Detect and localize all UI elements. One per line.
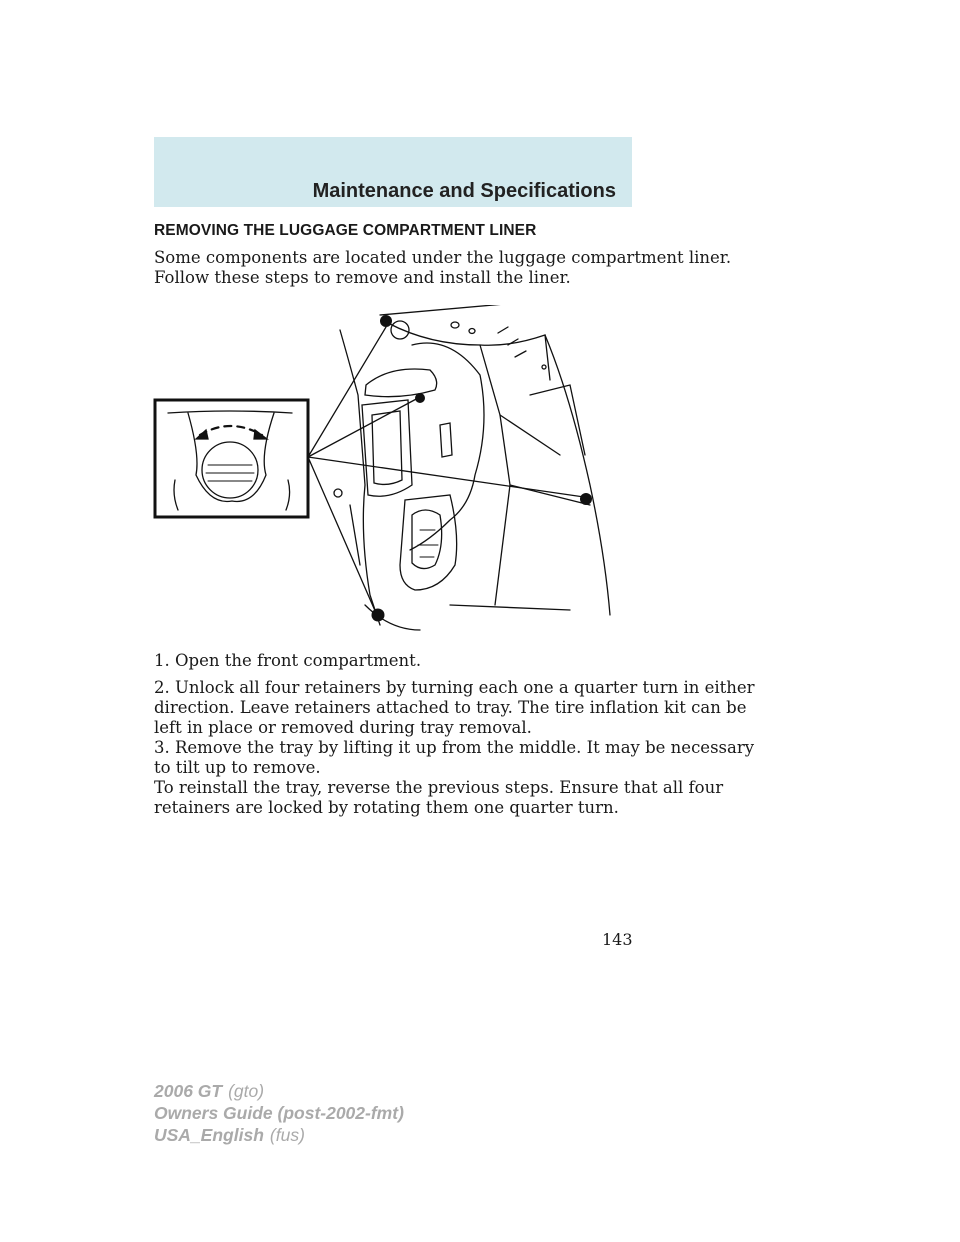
retainer-icon	[380, 315, 392, 327]
step-line: to tilt up to remove.	[154, 758, 321, 777]
step-2-paragraph	[154, 678, 755, 738]
footer-line: 2006 GT (gto)	[154, 1081, 265, 1101]
page-number: 143	[602, 930, 633, 949]
reinstall-line: retainers are locked by rotating them one quarter turn.	[154, 798, 619, 817]
retainer-icon	[580, 493, 592, 505]
retainer-icon	[415, 393, 425, 403]
step-3-paragraph	[154, 738, 755, 778]
chapter-title: Maintenance and Specifications	[312, 180, 616, 202]
retainer-icon	[372, 609, 385, 622]
step-line: direction. Leave retainers attached to tray. The tire inflation kit can be	[154, 698, 747, 717]
footer-line: USA_English (fus)	[154, 1125, 305, 1145]
luggage-liner-illustration	[150, 305, 620, 635]
header-band	[154, 137, 632, 207]
intro-line: Follow these steps to remove and install the liner.	[154, 268, 571, 287]
reinstall-line: To reinstall the tray, reverse the previous steps. Ensure that all four	[154, 778, 724, 797]
step-line: 1. Open the front compartment.	[154, 651, 422, 670]
retainer-markers	[372, 315, 593, 622]
intro-paragraph	[154, 248, 732, 288]
footer-line: Owners Guide (post-2002-fmt)	[154, 1103, 404, 1123]
section-heading: REMOVING THE LUGGAGE COMPARTMENT LINER	[154, 222, 537, 239]
inset-frame	[155, 400, 308, 517]
retainer-knob-icon	[202, 442, 258, 498]
document-footer	[154, 1080, 404, 1146]
intro-line: Some components are located under the luggage compartment liner.	[154, 248, 732, 267]
step-line: left in place or removed during tray removal.	[154, 718, 532, 737]
reinstall-paragraph	[154, 778, 724, 818]
step-line: 2. Unlock all four retainers by turning each one a quarter turn in either	[154, 678, 755, 697]
step-line: 3. Remove the tray by lifting it up from the middle. It may be necessary	[154, 738, 755, 757]
step-1-paragraph	[154, 651, 632, 671]
